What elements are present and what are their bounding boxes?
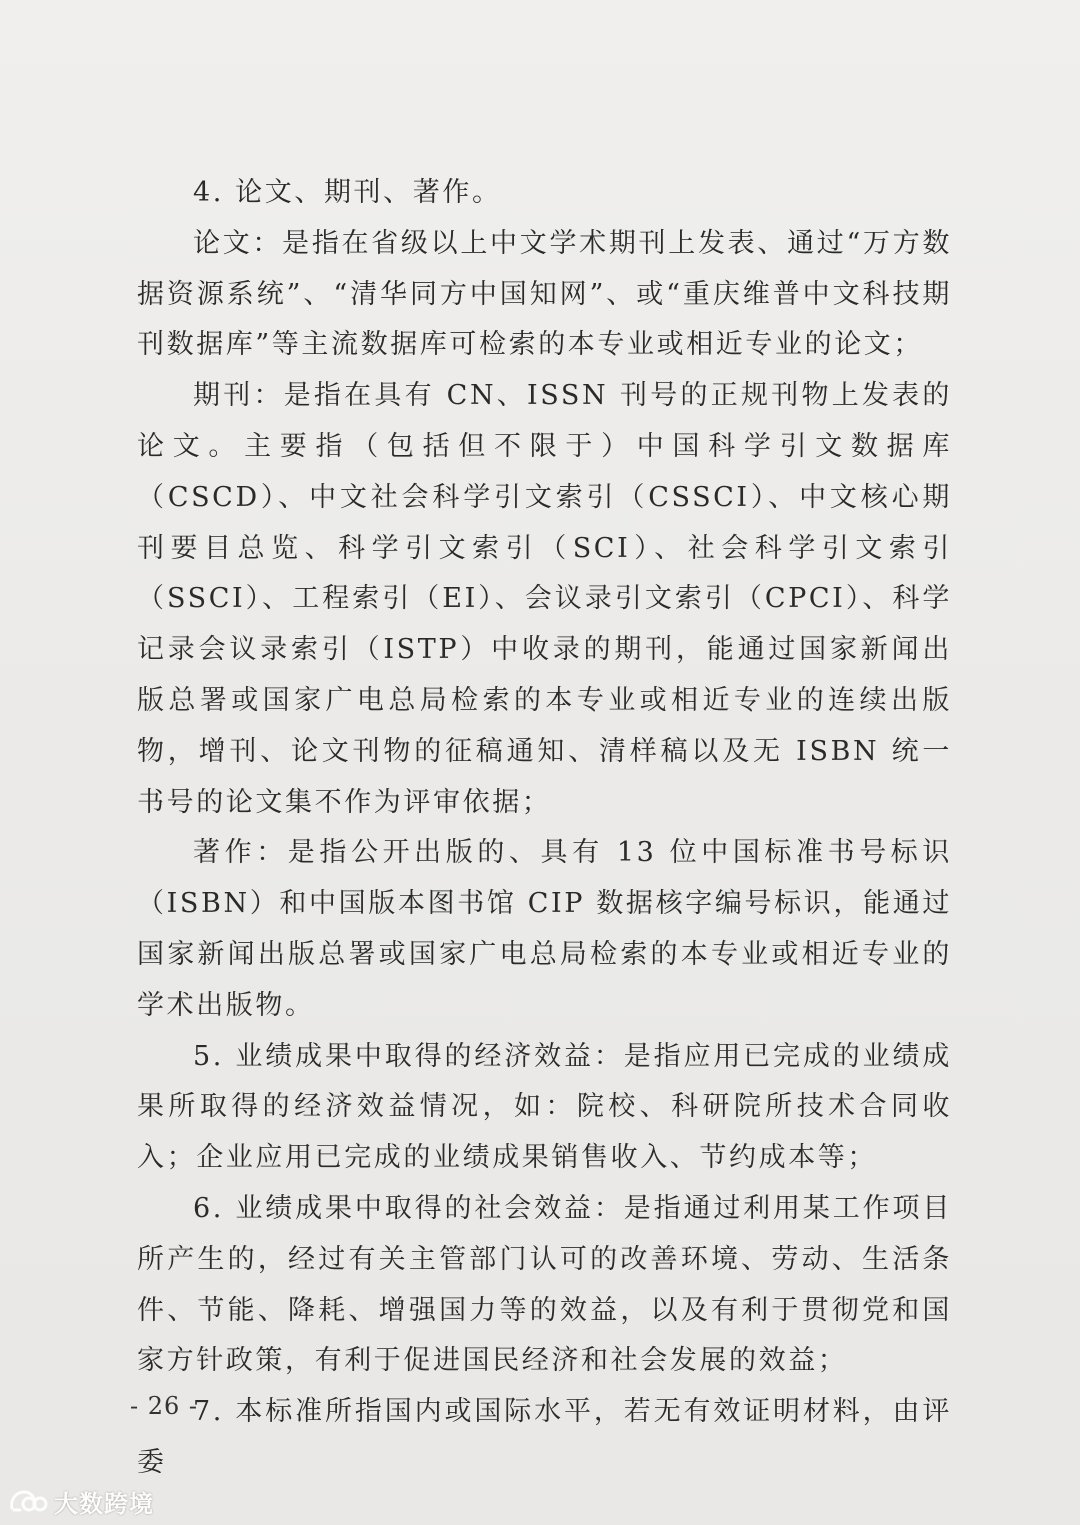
- paragraph-book-definition: 著作：是指公开出版的、具有 13 位中国标准书号标识（ISBN）和中国版本图书馆 CIP 数据核字编号标识，能通过国家新闻出版总署或国家广电总局检索的本专业或相近专业的学术出版物。: [137, 837, 952, 1021]
- watermark-text: 大数跨境: [54, 1489, 154, 1518]
- paragraph-economic-benefit: 5. 业绩成果中取得的经济效益：是指应用已完成的业绩成果所取得的经济效益情况，如：院校、科研院所技术合同收入；企业应用已完成的业绩成果销售收入、节约成本等；: [137, 1040, 952, 1174]
- paragraph-journal-definition: 期刊：是指在具有 CN、ISSN 刊号的正规刊物上发表的论文。主要指（包括但不限于）中国科学引文数据库（CSCD）、中文社会科学引文索引（CSSCI）、中文核心期刊要目总览、科学引文索引（SCI）、社会科学引文索引（SSCI）、工程索引（EI）、会议录引文索引（CPCI）、科学记录会议录索引（ISTP）中收录的期刊，能通过国家新闻出版总署或国家广电总局检索的本专业或相近专业的连续出版物，增刊、论文刊物的征稿通知、清样稿以及无 ISBN 统一书号的论文集不作为评审依据；: [137, 380, 952, 818]
- document-body: [137, 168, 952, 1489]
- paragraph-thesis-definition: 论文：是指在省级以上中文学术期刊上发表、通过“万方数据资源系统”、“清华同方中国知网”、或“重庆维普中文科技期刊数据库”等主流数据库可检索的本专业或相近专业的论文；: [137, 227, 952, 361]
- page-number: - 26 -: [130, 1392, 199, 1420]
- paragraph-item-4-heading: 4. 论文、期刊、著作。: [193, 177, 502, 208]
- paragraph-social-benefit: 6. 业绩成果中取得的社会效益：是指通过利用某工作项目所产生的，经过有关主管部门认可的改善环境、劳动、生活条件、节能、降耗、增强国力等的效益，以及有利于贯彻党和国家方针政策，有利于促进国民经济和社会发展的效益；: [137, 1192, 952, 1377]
- paragraph-level-standard: 7. 本标准所指国内或国际水平，若无有效证明材料，由评委: [137, 1396, 952, 1478]
- watermark: [8, 1485, 154, 1517]
- logo-icon: [8, 1486, 48, 1516]
